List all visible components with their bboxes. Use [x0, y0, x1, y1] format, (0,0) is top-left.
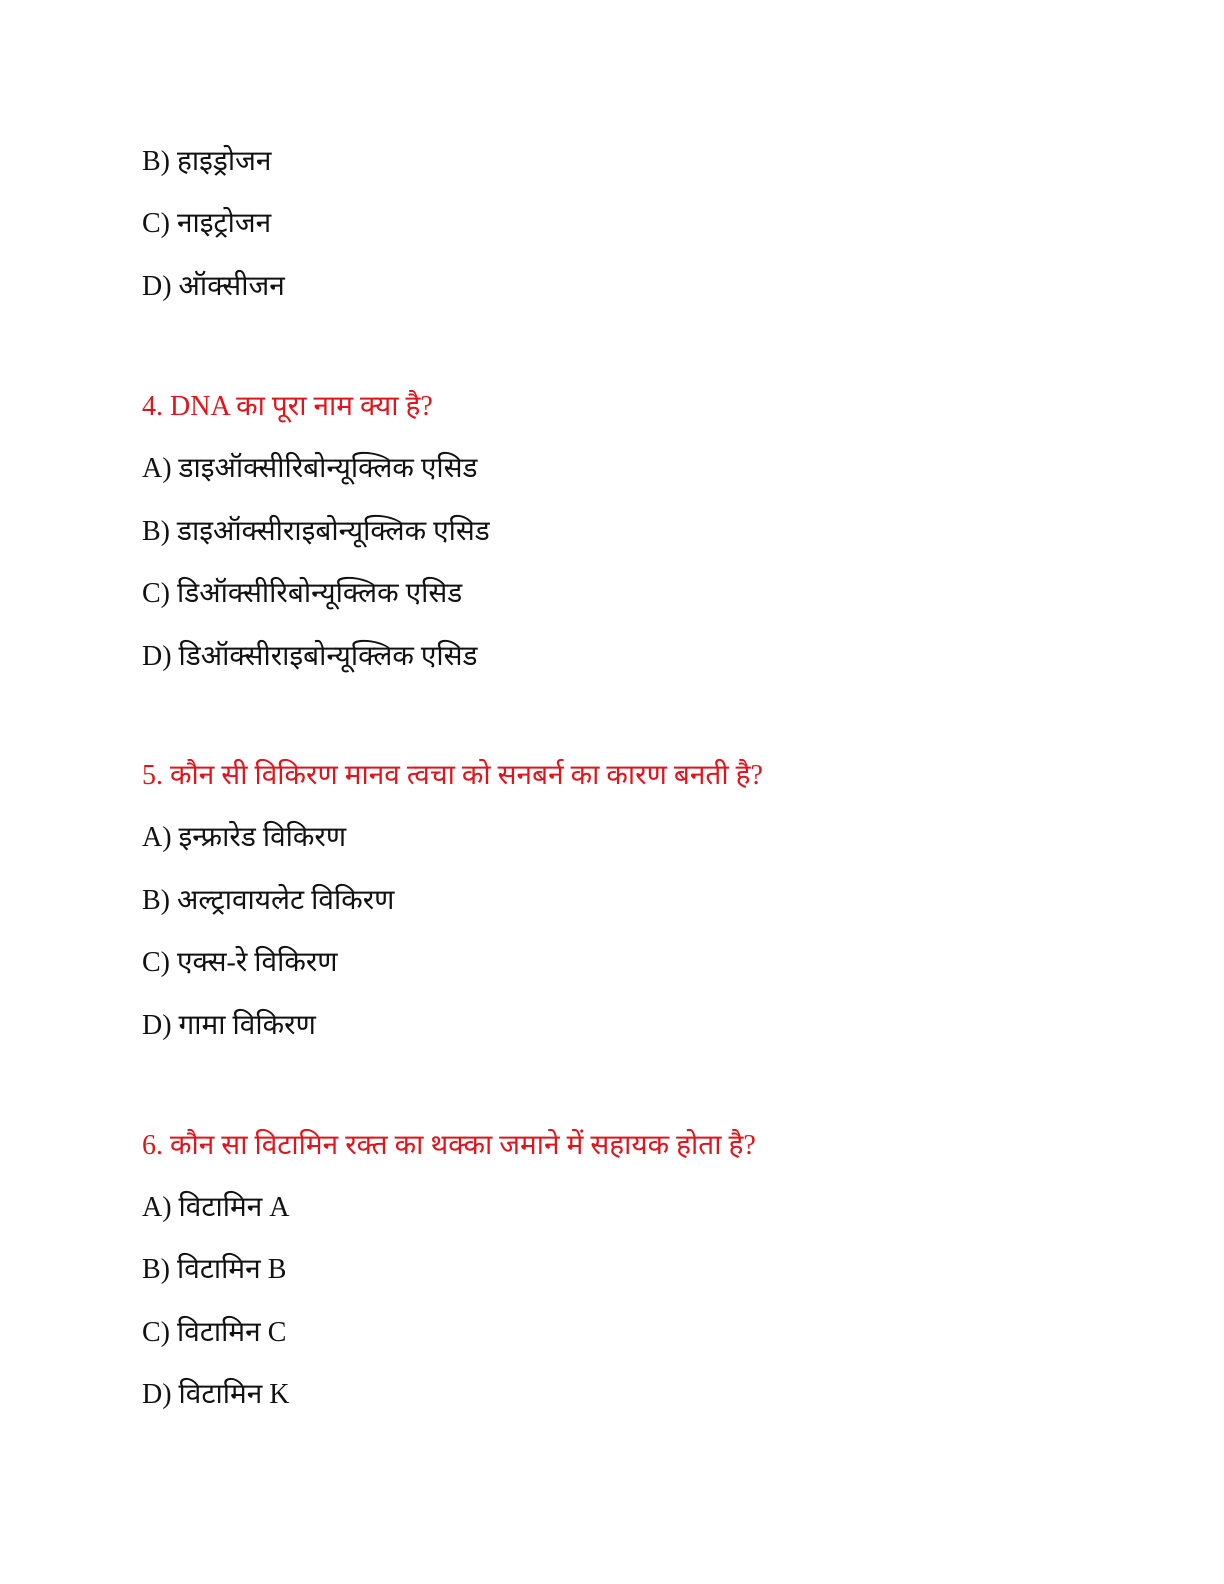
question-6-option-c: C) विटामिन C [142, 1317, 287, 1348]
question-6: 6. कौन सा विटामिन रक्त का थक्का जमाने में सहायक होता है? [142, 1130, 756, 1161]
question-5-option-b: B) अल्ट्रावायलेट विकिरण [142, 885, 395, 916]
question-5-option-a: A) इन्फ्रारेड विकिरण [142, 822, 347, 853]
question-6-option-a: A) विटामिन A [142, 1192, 290, 1223]
option-d-previous: D) ऑक्सीजन [142, 271, 285, 302]
question-4: 4. DNA का पूरा नाम क्या है? [142, 391, 433, 422]
question-4-option-a: A) डाइऑक्सीरिबोन्यूक्लिक एसिड [142, 453, 478, 484]
question-5-option-c: C) एक्स-रे विकिरण [142, 947, 338, 978]
question-4-option-d: D) डिऑक्सीराइबोन्यूक्लिक एसिड [142, 641, 478, 672]
option-c-previous: C) नाइट्रोजन [142, 208, 272, 239]
question-5-option-d: D) गामा विकिरण [142, 1010, 316, 1041]
option-b-previous: B) हाइड्रोजन [142, 146, 272, 177]
question-5: 5. कौन सी विकिरण मानव त्वचा को सनबर्न का कारण बनती है? [142, 760, 763, 791]
question-6-option-b: B) विटामिन B [142, 1254, 287, 1285]
question-4-option-b: B) डाइऑक्सीराइबोन्यूक्लिक एसिड [142, 516, 490, 547]
question-6-option-d: D) विटामिन K [142, 1379, 290, 1410]
question-4-option-c: C) डिऑक्सीरिबोन्यूक्लिक एसिड [142, 578, 463, 609]
